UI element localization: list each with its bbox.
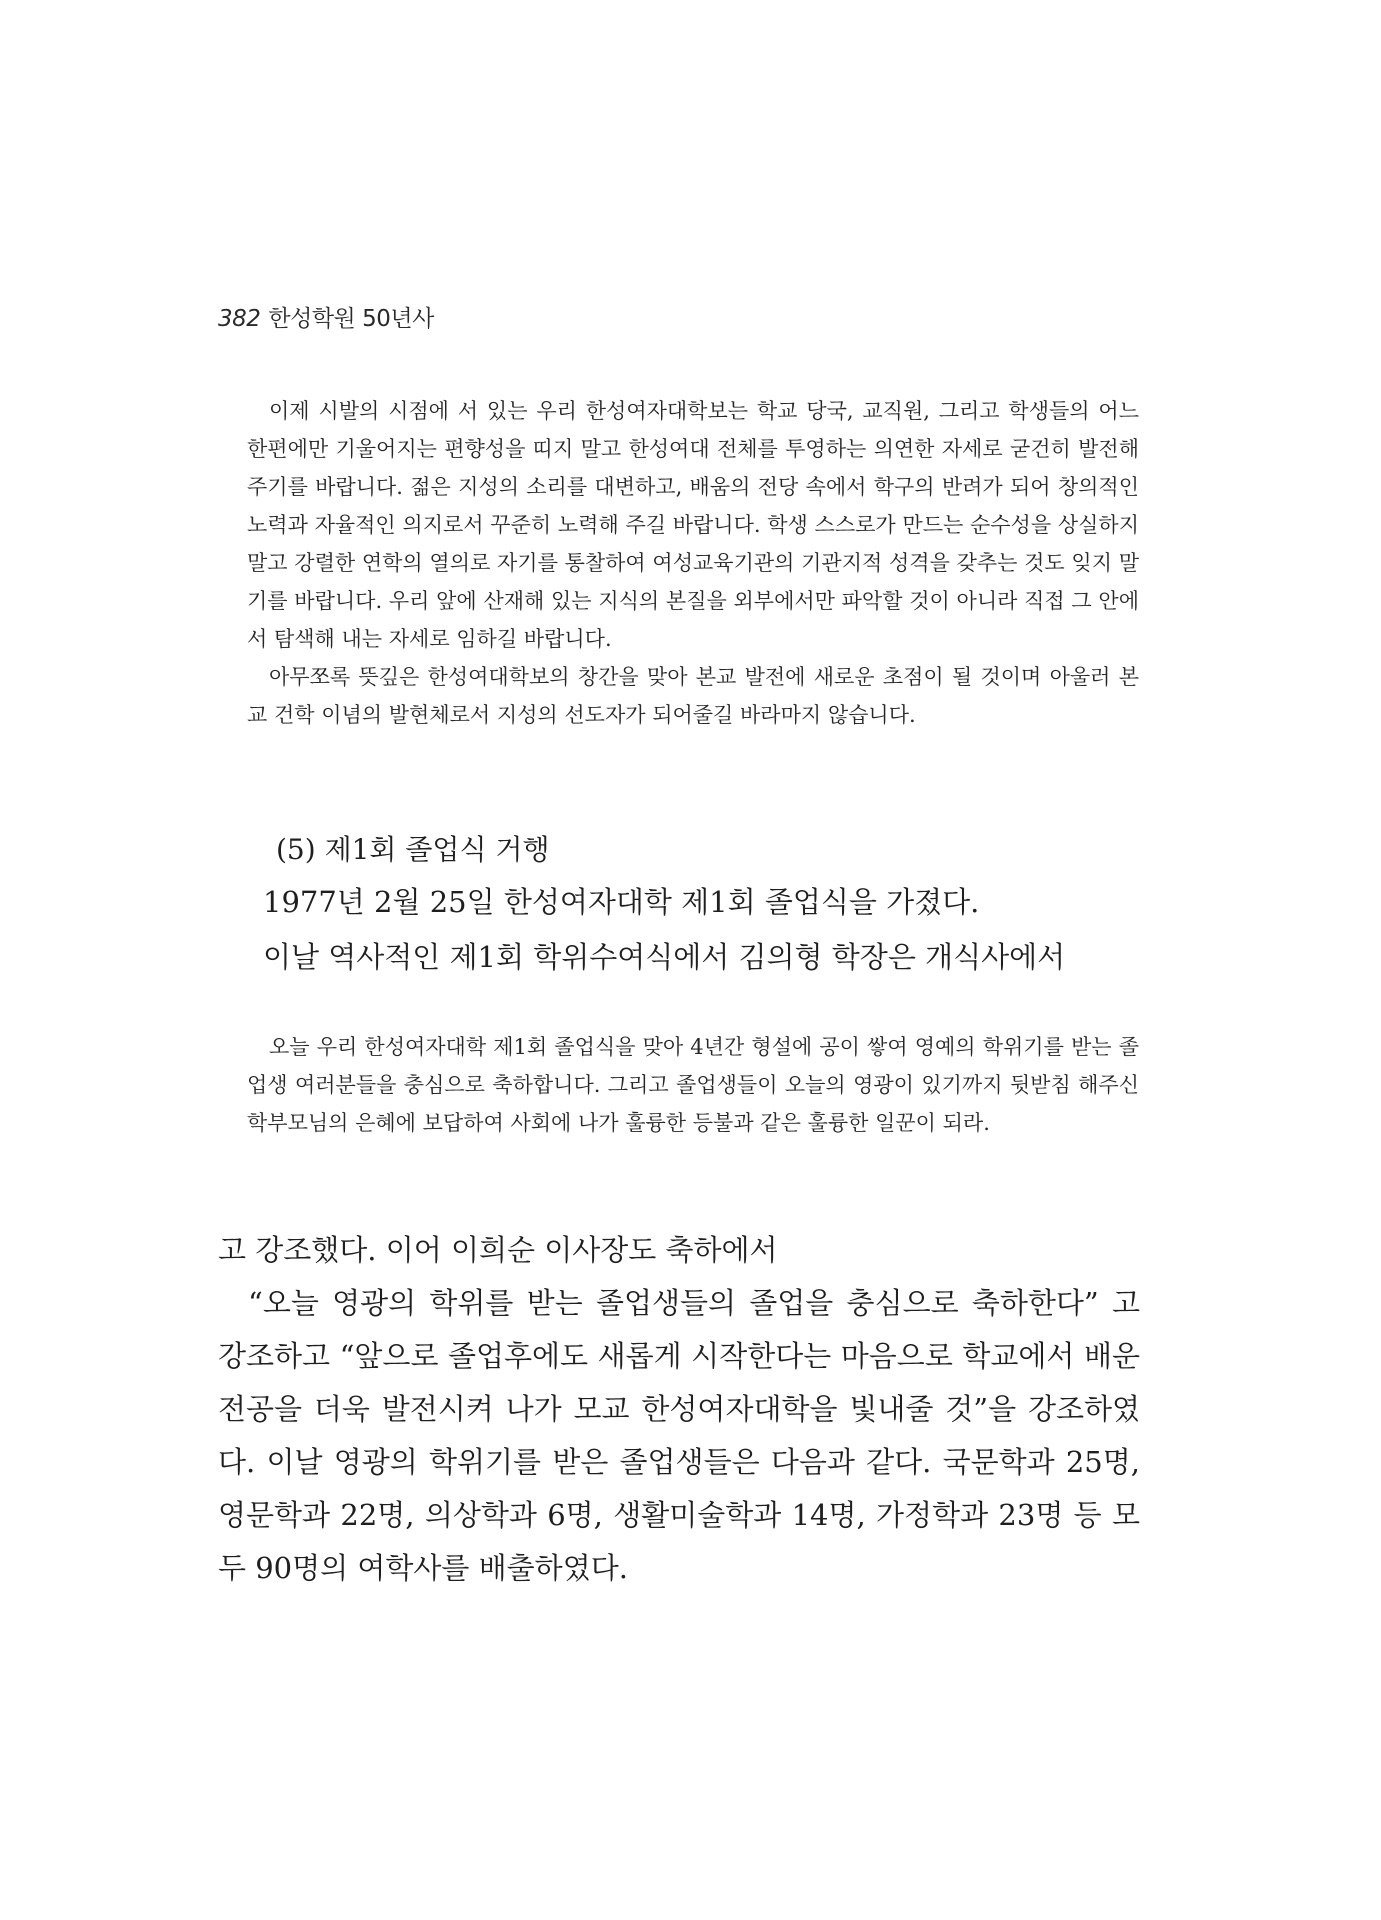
body-text-line: 이날 역사적인 제1회 학위수여식에서 김의형 학장은 개식사에서 xyxy=(263,940,1066,974)
body-text-block xyxy=(218,1224,1140,1595)
body-paragraph: 고 강조했다. 이어 이희순 이사장도 축하에서 xyxy=(218,1233,778,1267)
body-text-line: 1977년 2월 25일 한성여자대학 제1회 졸업식을 가졌다. xyxy=(263,885,980,919)
page-number: 382 xyxy=(218,306,261,332)
quote-block-opening-address xyxy=(247,1028,1139,1142)
quote-paragraph: 오늘 우리 한성여자대학 제1회 졸업식을 맞아 4년간 형설에 공이 쌓여 영예의 학위기를 받는 졸업생 여러분들을 충심으로 축하합니다. 그리고 졸업생들이 오늘의 영광이 있기까지 뒷받침 해주신 학부모님의 은혜에 보답하여 사회에 나가 훌륭한 등불과 같은 훌륭한 일꾼이 되라. xyxy=(247,1035,1139,1135)
body-paragraph: “오늘 영광의 학위를 받는 졸업생들의 졸업을 충심으로 축하한다” 고 강조하고 “앞으로 졸업후에도 새롭게 시작한다는 마음으로 학교에서 배운 전공을 더욱 발전시켜 나가 모교 한성여자대학을 빛내줄 것”을 강조하였다. 이날 영광의 학위기를 받은 졸업생들은 다음과 같다. 국문학과 25명, 영문학과 22명, 의상학과 6명, 생활미술학과 14명, 가정학과 23명 등 모두 90명의 여학사를 배출하였다. xyxy=(218,1286,1140,1585)
quote-block-newspaper-address xyxy=(247,392,1139,734)
section-heading: (5) 제1회 졸업식 거행 xyxy=(276,833,550,866)
quote-paragraph: 아무쪼록 뜻깊은 한성여대학보의 창간을 맞아 본교 발전에 새로운 초점이 될 것이며 아울러 본교 건학 이념의 발현체로서 지성의 선도자가 되어줄길 바라마지 않습니다. xyxy=(247,665,1139,727)
quote-paragraph: 이제 시발의 시점에 서 있는 우리 한성여자대학보는 학교 당국, 교직원, 그리고 학생들의 어느 한편에만 기울어지는 편향성을 띠지 말고 한성여대 전체를 투영하는 의연한 자세로 굳건히 발전해 주기를 바랍니다. 젊은 지성의 소리를 대변하고, 배움의 전당 속에서 학구의 반려가 되어 창의적인 노력과 자율적인 의지로서 꾸준히 노력해 주길 바랍니다. 학생 스스로가 만드는 순수성을 상실하지 말고 강렬한 연학의 열의로 자기를 통찰하여 여성교육기관의 기관지적 성격을 갖추는 것도 잊지 말기를 바랍니다. 우리 앞에 산재해 있는 지식의 본질을 외부에서만 파악할 것이 아니라 직접 그 안에서 탐색해 내는 자세로 임하길 바랍니다. xyxy=(247,399,1139,651)
book-title: 한성학원 50년사 xyxy=(268,306,434,332)
running-header xyxy=(218,300,434,333)
